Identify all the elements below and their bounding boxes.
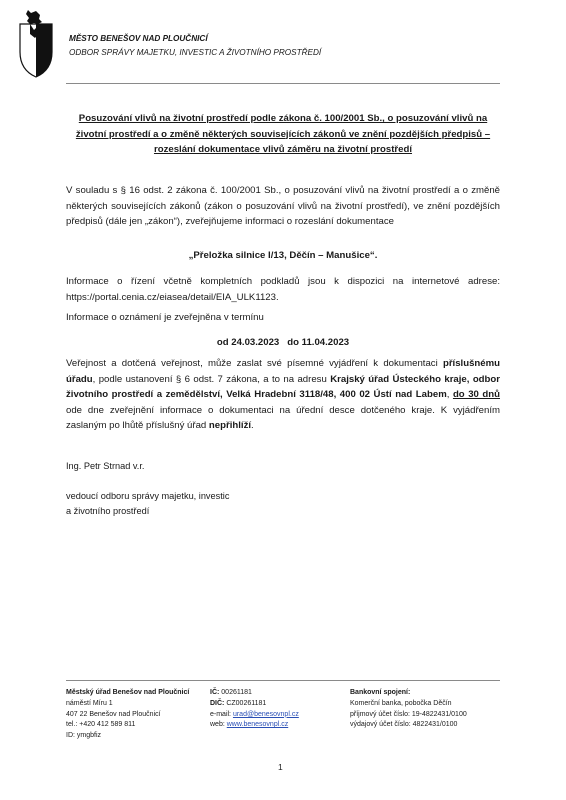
notice-paragraph: Informace o oznámení je zveřejněna v termínu: [66, 312, 264, 323]
web-label: web:: [210, 721, 227, 729]
ic-value: 00261181: [219, 689, 252, 696]
footer-address: [66, 688, 189, 742]
signatory-role-line-1: vedoucí odboru správy majetku, investic: [66, 491, 230, 501]
project-name: [66, 248, 500, 264]
signatory-role-line-2: a životního prostředí: [66, 506, 150, 516]
comment-paragraph: [66, 356, 500, 434]
competent-authority: příslušnému úřadu: [66, 358, 500, 385]
publication-period: [66, 335, 500, 351]
web-line: [210, 720, 299, 731]
header-divider: [66, 83, 500, 84]
document-title: Posuzování vlivů na životní prostředí podle zákona č. 100/2001 Sb., o posuzování vlivů na životní prostředí a o změně některých souvisejících zákonů ve znění pozdějších předpisů – rozeslání dokumentace vlivů záměru na životní prostředí: [75, 113, 491, 155]
footer-bank: [350, 688, 467, 731]
date-to: do 11.04.2023: [287, 337, 350, 348]
bank-title: Bankovní spojení:: [350, 689, 411, 696]
email-label: e-mail:: [210, 710, 233, 718]
letterhead: [69, 32, 321, 60]
office-name: Městský úřad Benešov nad Ploučnicí: [66, 689, 190, 696]
footer-divider: [66, 680, 500, 681]
office-phone: tel.: +420 412 589 811: [66, 721, 136, 729]
not-considered: nepřihlíží: [208, 420, 252, 432]
ic-label: IČ:: [210, 689, 220, 696]
info-paragraph: Informace o řízení včetně kompletních podkladů jsou k dispozici na internetové adrese: https://portal.cenia.cz/eiasea/detail/EIA_ULK1123.: [66, 276, 500, 303]
web-link[interactable]: www.benesovnpl.cz: [226, 721, 289, 729]
dic-label: DIČ:: [210, 699, 225, 707]
signatory-name: Ing. Petr Strnad v.r.: [66, 461, 145, 471]
signatory-role: [66, 489, 229, 519]
coat-of-arms-logo: [18, 8, 54, 78]
email-line: [210, 710, 299, 721]
project-name-text: „Přeložka silnice I/13, Děčín – Manušice“.: [188, 250, 378, 261]
page-number: 1: [278, 762, 283, 772]
ic-line: [210, 688, 299, 699]
outgoing-account: výdajový účet číslo: 4822431/0100: [350, 721, 458, 729]
incoming-account: příjmový účet číslo: 19-4822431/0100: [350, 710, 467, 718]
dic-value: CZ00261181: [224, 699, 267, 707]
email-link[interactable]: urad@benesovnpl.cz: [232, 710, 299, 718]
bank-name: Komerční banka, pobočka Děčín: [350, 699, 452, 707]
intro-paragraph: V souladu s § 16 odst. 2 zákona č. 100/2001 Sb., o posuzování vlivů na životní prostředí a o změně některých souvisejících zákonů (zákon o posuzování vlivů na životní prostředí), ve znění pozdějších předpisů (dále jen „zákon“), zveřejňujeme informaci o rozeslání dokumentace: [66, 185, 500, 228]
databox-id: ID: ymgbfiz: [66, 732, 102, 740]
dic-line: [210, 699, 299, 710]
comment-text-3: ,: [446, 389, 453, 401]
comment-text-4: ode dne zveřejnění informace o dokumentaci na úřední desce dotčeného kraje. K vyjádřením zaslaným po lhůtě příslušný úřad: [66, 404, 500, 432]
comment-text-2: , podle ustanovení § 6 odst. 7 zákona, a to na adresu: [92, 373, 331, 385]
deadline: do 30 dnů: [452, 389, 500, 401]
office-city: 407 22 Benešov nad Ploučnicí: [66, 710, 161, 718]
comment-text-5: .: [251, 420, 254, 432]
org-name: MĚSTO BENEŠOV NAD PLOUČNICÍ: [69, 34, 208, 43]
footer-ids: [210, 688, 299, 731]
office-street: náměstí Míru 1: [66, 699, 113, 707]
comment-text-1: Veřejnost a dotčená veřejnost, může zaslat své písemné vyjádření k dokumentaci: [66, 358, 443, 369]
department-name: ODBOR SPRÁVY MAJETKU, INVESTIC A ŽIVOTNÍHO PROSTŘEDÍ: [69, 48, 322, 57]
date-from: od 24.03.2023: [216, 337, 280, 348]
authority-address: Krajský úřad Ústeckého kraje, odbor životního prostředí a zemědělství, Velká Hradební 3118/48, 400 02 Ústí nad Labem: [66, 373, 501, 401]
